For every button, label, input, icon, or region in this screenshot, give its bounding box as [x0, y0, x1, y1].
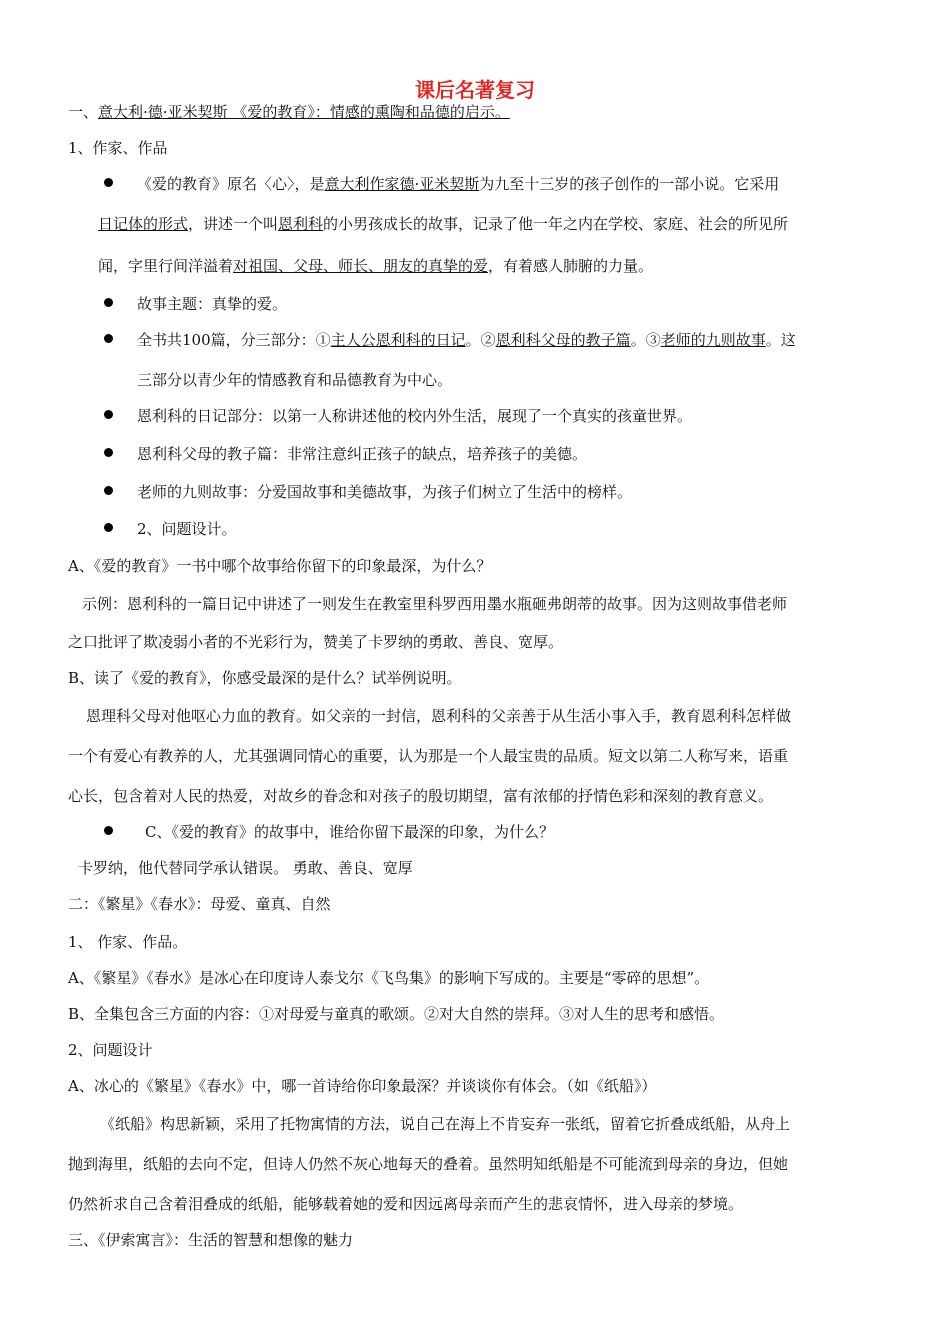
section2-sub-author-works: 1、 作家、作品。	[68, 933, 188, 951]
bullet-icon	[104, 334, 113, 343]
answer-c: 卡罗纳，他代替同学承认错误。 勇敢、善良、宽厚	[78, 859, 413, 877]
paragraph-intro-line1: 《爱的教育》原名〈心〉，是意大利作家德·亚米契斯为九至十三岁的孩子创作的一部小说。它采用	[137, 175, 780, 193]
paragraph-intro-line3: 闻，字里行间洋溢着对祖国、父母、师长、朋友的真挚的爱，有着感人肺腑的力量。	[98, 257, 654, 275]
answer-a-line2: 之口批评了欺凌弱小者的不光彩行为，赞美了卡罗纳的勇敢、善良、宽厚。	[68, 633, 564, 651]
answer-a-line1: 示例：恩利科的一篇日记中讲述了一则发生在教室里科罗西用墨水瓶砸弗朗蒂的故事。因为这则故事借老师	[82, 595, 788, 613]
bullet-icon	[104, 826, 113, 835]
bullet-icon	[104, 410, 113, 419]
bullet-icon	[104, 298, 113, 307]
section2-answer-line3: 仍然祈求自己含着泪叠成的纸船，能够载着她的爱和因远离母亲而产生的悲哀情怀，进入母亲的梦境。	[68, 1195, 744, 1213]
bullet-icon	[104, 523, 113, 532]
paragraph-intro-line2: 日记体的形式，讲述一个叫恩利科的小男孩成长的故事，记录了他一年之内在学校、家庭、社会的所见所	[98, 215, 789, 233]
teacher-stories-part: 老师的九则故事：分爱国故事和美德故事，为孩子们树立了生活中的榜样。	[137, 483, 633, 501]
section2-heading: 二：《繁星》《春水》：母爱、童真、自然	[68, 895, 331, 913]
parents-part: 恩利科父母的教子篇：非常注意纠正孩子的缺点，培养孩子的美德。	[137, 445, 588, 463]
bullet-icon	[104, 486, 113, 495]
section2-question-a: A、冰心的《繁星》《春水》中，哪一首诗给你印象最深？并谈谈你有体会。（如《纸船》）	[68, 1077, 657, 1095]
section2-answer-line2: 抛到海里，纸船的去向不定，但诗人仍然不灰心地每天的叠着。虽然明知纸船是不可能流到母亲的身边，但她	[68, 1155, 789, 1173]
answer-b-line2: 一个有爱心有教养的人，尤其强调同情心的重要，认为那是一个人最宝贵的品质。短文以第二人称写来，语重	[68, 747, 789, 765]
question-a: A、《爱的教育》一书中哪个故事给你留下的印象最深，为什么？	[68, 557, 492, 575]
book-structure-line1: 全书共100篇，分三部分：①主人公恩利科的日记。②恩利科父母的教子篇。③老师的九则故事。这	[137, 331, 796, 349]
section1-heading: 一、意大利·德·亚米契斯 《爱的教育》：情感的熏陶和品德的启示。	[68, 103, 510, 121]
section3-heading: 三、《伊索寓言》：生活的智慧和想像的魅力	[68, 1231, 354, 1249]
bullet-icon	[104, 178, 113, 187]
section2-point-a: A、《繁星》《春水》是冰心在印度诗人泰戈尔《飞鸟集》的影响下写成的。主要是“零碎的思想”。	[68, 969, 710, 987]
question-design-heading: 2、问题设计。	[137, 520, 237, 538]
document-title: 课后名著复习	[415, 78, 535, 102]
bullet-icon	[104, 448, 113, 457]
answer-b-line1: 恩理科父母对他呕心力血的教育。如父亲的一封信，恩利科的父亲善于从生活小事入手，教育恩利科怎样做	[86, 707, 792, 725]
diary-part: 恩利科的日记部分：以第一人称讲述他的校内外生活，展现了一个真实的孩童世界。	[137, 407, 693, 425]
question-c: C、《爱的教育》的故事中，谁给你留下最深的印象，为什么？	[145, 823, 554, 841]
section2-answer-line1: 《纸船》构思新颖，采用了托物寓情的方法，说自己在海上不肯妄弃一张纸，留着它折叠成纸船，从舟上	[100, 1115, 791, 1133]
book-structure-line2: 三部分以青少年的情感教育和品德教育为中心。	[137, 371, 453, 389]
section2-question-design: 2、问题设计	[68, 1041, 153, 1059]
section1-sub-author-works: 1、作家、作品	[68, 139, 168, 157]
question-b: B、读了《爱的教育》，你感受最深的是什么？试举例说明。	[68, 669, 462, 687]
answer-b-line3: 心长，包含着对人民的热爱，对故乡的眷念和对孩子的殷切期望，富有浓郁的抒情色彩和深刻的教育意义。	[68, 787, 774, 805]
section2-point-b: B、全集包含三方面的内容：①对母爱与童真的歌颂。②对大自然的崇拜。③对人生的思考和感悟。	[68, 1005, 725, 1023]
story-theme: 故事主题：真挚的爱。	[137, 295, 288, 313]
